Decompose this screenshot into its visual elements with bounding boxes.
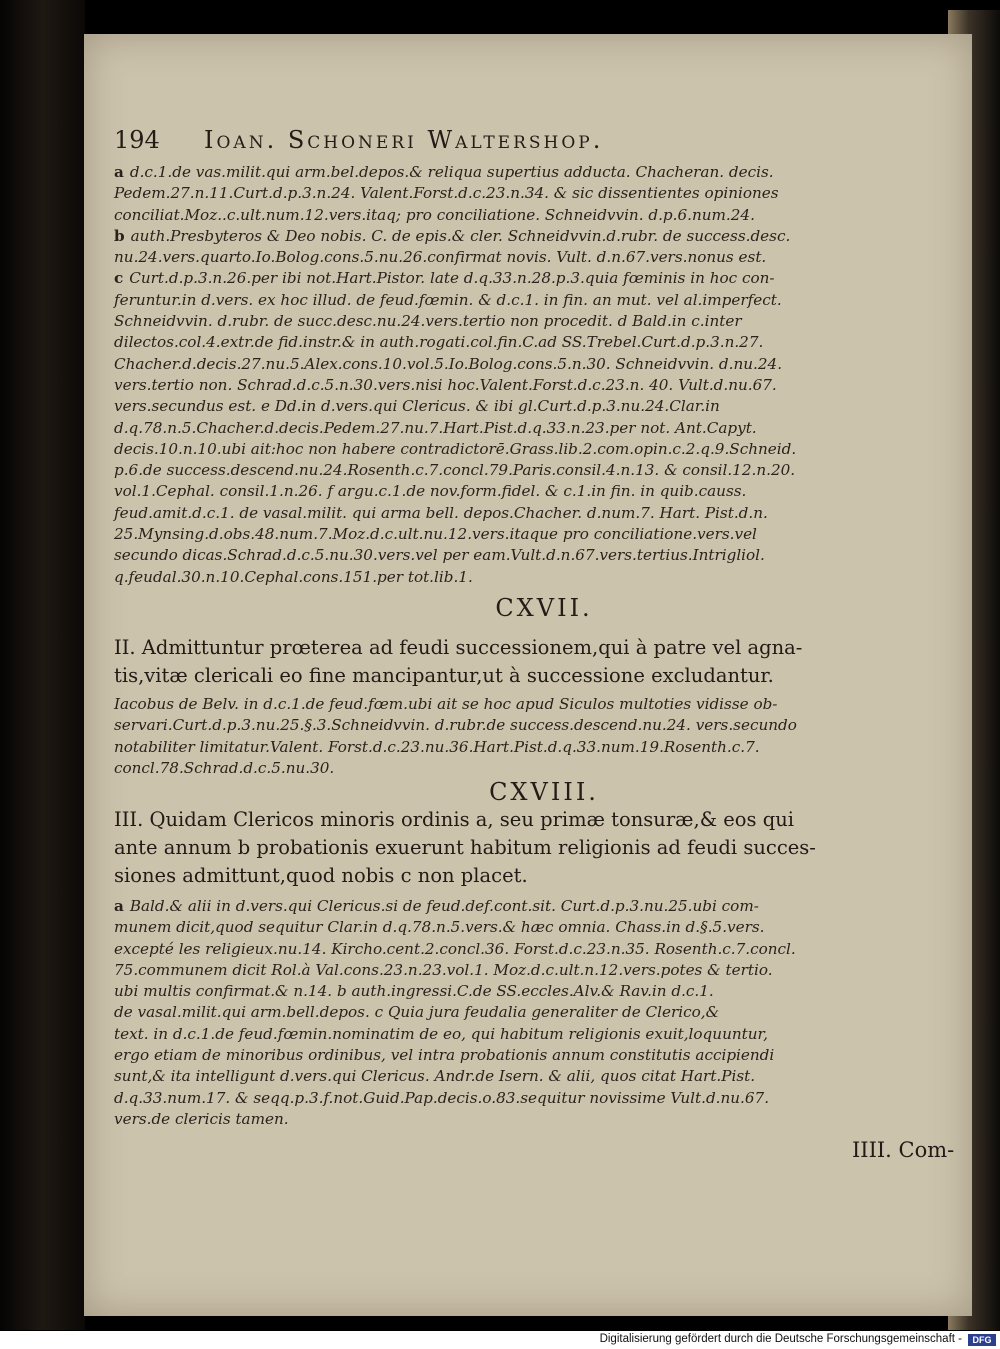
- note-line: vol.1.Cephal. consil.1.n.26. f argu.c.1.de nov.form.fidel. & c.1.in fin. in quib.causs.: [114, 482, 747, 501]
- section-text-cxviii: [114, 806, 954, 890]
- book-page: [84, 34, 972, 1316]
- note-line: decis.10.n.10.ubi ait:hoc non habere contradictorē.Grass.lib.2.com.opin.c.2.q.9.Schneid.: [114, 439, 797, 458]
- catchword: IIII. Com-: [852, 1138, 955, 1162]
- note-line: c Curt.d.p.3.n.26.per ibi not.Hart.Pistor. late d.q.33.n.28.p.3.quia fœminis in hoc con-: [114, 269, 775, 288]
- note-line: a d.c.1.de vas.milit.qui arm.bel.depos.& reliqua supertius adducta. Chacheran. decis.: [114, 163, 774, 181]
- note-line: vers.tertio non. Schrad.d.c.5.n.30.vers.nisi hoc.Valent.Forst.d.c.23.n. 40. Vult.d.nu.67.: [114, 375, 777, 394]
- text-line: III. Quidam Clericos minoris ordinis a, seu primæ tonsuræ,& eos qui: [114, 808, 795, 831]
- text-line: siones admittunt,quod nobis c non placet.: [114, 864, 528, 887]
- note-line: secundo dicas.Schrad.d.c.5.nu.30.vers.vel per eam.Vult.d.n.67.vers.tertius.Intrigliol.: [114, 546, 765, 565]
- note-marker: a: [114, 897, 124, 915]
- note-line: conciliat.Moz..c.ult.num.12.vers.itaq; pro conciliatione. Schneidvvin. d.p.6.num.24.: [114, 205, 755, 224]
- note-line: concl.78.Schrad.d.c.5.nu.30.: [114, 758, 335, 777]
- note-line: vers.de clericis tamen.: [114, 1109, 289, 1128]
- note-line: feud.amit.d.c.1. de vasal.milit. qui arma bell. depos.Chacher. d.num.7. Hart. Pist.d.n.: [114, 503, 768, 522]
- text-line: II. Admittuntur prœterea ad feudi successionem,qui à patre vel agna-: [114, 636, 803, 659]
- note-line: feruntur.in d.vers. ex hoc illud. de feud.fœmin. & d.c.1. in fin. an mut. vel al.imperfect.: [114, 290, 782, 309]
- note-line: servari.Curt.d.p.3.nu.25.§.3.Schneidvvin. d.rubr.de success.descend.nu.24. vers.secundo: [114, 716, 797, 735]
- note-line: ubi multis confirmat.& n.14. b auth.ingressi.C.de SS.eccles.Alv.& Rav.in d.c.1.: [114, 982, 714, 1001]
- footnotes-cxviii: [114, 896, 954, 1130]
- note-line: b auth.Presbyteros & Deo nobis. C. de epis.& cler. Schneidvvin.d.rubr. de success.desc.: [114, 226, 791, 245]
- dfg-logo-icon: DFG: [968, 1334, 996, 1346]
- section-text-cxvii: [114, 634, 954, 690]
- note-line: sunt,& ita intelligunt d.vers.qui Clericus. Andr.de Isern. & alii, quos citat Hart.Pist.: [114, 1067, 756, 1086]
- note-line: a Bald.& alii in d.vers.qui Clericus.si de feud.def.cont.sit. Curt.d.p.3.nu.25.ubi com-: [114, 897, 759, 915]
- note-line: de vasal.milit.qui arm.bell.depos. c Quia jura feudalia generaliter de Clerico,&: [114, 1003, 720, 1022]
- section-heading-cxvii: CXVII.: [495, 594, 593, 622]
- note-line: 25.Mynsing.d.obs.48.num.7.Moz.d.c.ult.nu.12.vers.itaque pro conciliatione.vers.vel: [114, 525, 757, 544]
- page-header: [114, 126, 954, 166]
- note-line: vers.secundus est. e Dd.in d.vers.qui Clericus. & ibi gl.Curt.d.p.3.nu.24.Clar.in: [114, 397, 720, 416]
- note-line: d.q.33.num.17. & seqq.p.3.f.not.Guid.Pap.decis.o.83.sequitur novissime Vult.d.nu.67.: [114, 1088, 770, 1107]
- note-line: notabiliter limitatur.Valent. Forst.d.c.23.nu.36.Hart.Pist.d.q.33.num.19.Rosenth.c.7.: [114, 737, 760, 756]
- note-marker: b: [114, 226, 125, 245]
- note-line: 75.communem dicit Rol.à Val.cons.23.n.23.vol.1. Moz.d.c.ult.n.12.vers.potes & tertio.: [114, 960, 773, 979]
- note-line: Chacher.d.decis.27.nu.5.Alex.cons.10.vol.5.Io.Bolog.cons.5.n.30. Schneidvvin. d.nu.24.: [114, 354, 783, 373]
- note-marker: a: [114, 163, 124, 181]
- note-line: Iacobus de Belv. in d.c.1.de feud.fœm.ubi ait se hoc apud Siculos multoties vidisse ob-: [114, 695, 778, 713]
- footnotes-top: [114, 162, 954, 588]
- book-spine-shadow: [0, 0, 85, 1330]
- note-line: dilectos.col.4.extr.de fid.instr.& in auth.rogati.col.fin.C.ad SS.Trebel.Curt.d.p.3.n.27.: [114, 333, 764, 352]
- text-line: ante annum b probationis exuerunt habitum religionis ad feudi succes-: [114, 836, 816, 859]
- note-line: nu.24.vers.quarto.Io.Bolog.cons.5.nu.26.confirmat novis. Vult. d.n.67.vers.nonus est.: [114, 248, 767, 267]
- note-line: Schneidvvin. d.rubr. de succ.desc.nu.24.vers.tertio non procedit. d Bald.in c.inter: [114, 312, 742, 331]
- note-marker: c: [114, 269, 124, 288]
- note-line: excepté les religieux.nu.14. Kircho.cent.2.concl.36. Forst.d.c.23.n.35. Rosenth.c.7.concl.: [114, 939, 796, 958]
- note-line: q.feudal.30.n.10.Cephal.cons.151.per tot.lib.1.: [114, 567, 473, 586]
- note-line: text. in d.c.1.de feud.fœmin.nominatim de eo, qui habitum religionis exuit,loquuntur,: [114, 1024, 768, 1043]
- note-line: d.q.78.n.5.Chacher.d.decis.Pedem.27.nu.7.Hart.Pist.d.q.33.n.23.per not. Ant.Capyt.: [114, 418, 757, 437]
- note-line: Pedem.27.n.11.Curt.d.p.3.n.24. Valent.Forst.d.c.23.n.34. & sic dissentientes opiniones: [114, 184, 779, 203]
- note-line: ergo etiam de minoribus ordinibus, vel intra probationis annum constitutis accipiendi: [114, 1046, 775, 1065]
- footnotes-cxvii: [114, 694, 954, 779]
- footer-bar: [0, 1331, 1000, 1349]
- note-line: munem dicit,quod sequitur Clar.in d.q.78.n.5.vers.& hæc omnia. Chass.in d.§.5.vers.: [114, 918, 765, 937]
- note-line: p.6.de success.descend.nu.24.Rosenth.c.7.concl.79.Paris.consil.4.n.13. & consil.12.n.20.: [114, 461, 796, 480]
- section-heading-cxviii: CXVIII.: [489, 778, 599, 806]
- page-number: 194: [114, 126, 160, 154]
- footer-credit: Digitalisierung gefördert durch die Deutsche Forschungsgemeinschaft -: [599, 1333, 962, 1345]
- text-line: tis,vitæ clericali eo fine mancipantur,ut à successione excludantur.: [114, 664, 774, 687]
- running-head: Ioan. Schoneri Waltershop.: [204, 126, 604, 154]
